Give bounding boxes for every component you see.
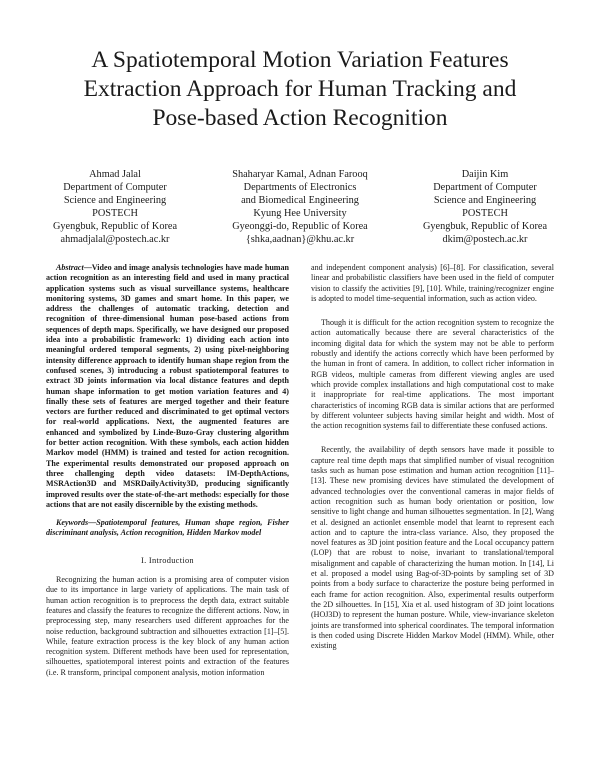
paper-title <box>40 46 560 133</box>
author-2 <box>200 168 400 247</box>
keywords-text: —Spatiotemporal features, Human shape region, Fisher discriminant analysis, Action recognition, Hidden Markov model <box>46 518 289 538</box>
author-location: Gyengbuk, Republic of Korea <box>422 221 548 233</box>
author-affiliation: Departments of Electronics <box>243 182 357 194</box>
author-1 <box>40 168 190 247</box>
author-institution: POSTECH <box>462 208 508 220</box>
intro-paragraph: Recognizing the human action is a promising area of computer vision due to its importance in large variety of applications. The main task of human action recognition is to preprocess the depth data, extract suitable features and classify the features to recognize the different actions. Now, in preprocessing step, many researchers used different approaches for the noise reduction, background subtraction and silhouettes extraction [1]–[5]. While, feature extraction process is the key block of any human action recognition system. Different methods have been used for representation, silhouettes, spatiotemporal interest points and extraction of the features (i.e. R transform, principal component analysis, motion information <box>46 575 289 677</box>
author-email: ahmadjalal@postech.ac.kr <box>60 234 170 246</box>
author-email: {shka,aadnan}@khu.ac.kr <box>245 234 355 246</box>
author-location: Gyengbuk, Republic of Korea <box>52 221 178 233</box>
body-paragraph: Recently, the availability of depth sensors have made it possible to capture real time depth maps that simplified number of visual recognition tasks such as human pose estimation and human action recognition [11]–[13]. These new promising devices have stimulated the development of advanced technologies over the conventional cameras in major fields of action recognition such as human body orientation or position, low sensitive to light change and human silhouettes segmentation. In [2], Wang et al. designed an actionlet ensemble model that learnt to represent each action and to capture the intra-class variance. Also, they proposed the novel features as 3D joint position feature and the Local occupancy pattern (LOP) that are robust to noise, invariant to translational/temporal misalignment and capable of characterizing the human motion. In [14], Li et al. proposed a model using Bag-of-3D-points by sampling set of 3D points from a body surface to characterize the posture being performed in each frame for action recognition. Also, experimental results outperform the 2D silhouettes. In [15], Xia et al. used histogram of 3D joint locations (HOJ3D) to represent the human posture. While, view-invariance skeleton joints are transformed into spherical coordinates. The temporal information is then coded using Discrete Hidden Markov Model (HMM). While, other existing <box>311 445 554 651</box>
abstract <box>46 263 289 510</box>
abstract-label: Abstract <box>56 263 84 272</box>
author-email: dkim@postech.ac.kr <box>442 234 528 246</box>
title-line-2: Extraction Approach for Human Tracking and <box>83 76 517 102</box>
author-affiliation: Department of Computer <box>63 182 167 194</box>
author-name: Shaharyar Kamal, Adnan Farooq <box>232 169 368 180</box>
keywords-label: Keywords <box>56 518 89 528</box>
author-3 <box>410 168 560 247</box>
author-affiliation: Science and Engineering <box>63 195 167 207</box>
author-institution: POSTECH <box>92 208 138 220</box>
body-paragraph: and independent component analysis) [6]–[8]. For classification, several linear and probabilistic classifiers have been used in the field of computer vision to classify the activities [9], [10]. While, training/recognizer engine is adopted to model time-sequential information, such as action video. <box>311 263 554 303</box>
section-heading: I. Introduction <box>141 555 194 565</box>
author-affiliation: and Biomedical Engineering <box>241 195 359 207</box>
body-paragraph: Though it is difficult for the action recognition system to recognize the action automatically because there are several characteristics of the incoming digital data for which the system may not be able to perform robustly and identify the actions correctly which have been performed by the human in front of camera. In addition, to collect richer information in RGB videos, multiple cameras from different viewing angles are used which provide complex installations and high computational cost to make it inappropriate for real-time applications. The most important characteristics of incoming RGB data is similar actions that are performed by different volunteer subjects having similar height and width. Most of the action recognition systems fail to differentiate these confused actions. <box>311 318 554 431</box>
author-name: Daijin Kim <box>461 169 509 180</box>
left-column <box>46 263 289 678</box>
title-line-3: Pose-based Action Recognition <box>152 105 448 131</box>
abstract-text: —Video and image analysis technologies have made human action recognition as an interesting field and used in many practical application systems such as visual surveillance systems, healthcare monitoring systems, 3D games and smart home. In this paper, we address the challenges of automatic tracking, detection and recognition of three-dimensional human pose-based actions from sequences of depth maps. Specifically, we have designed our proposed idea into a probabilistic framework: 1) dividing each action into meaningful ordered temporal segments, 2) using pixel-neighboring intensity difference approach to identify human shape region from the confused scenes, 3) introducing a robust spatiotemporal features to extract 3D joints information via local distance features and depth human shape information to get motion variation features and 4) finally these sets of features are merged together and their feature vectors are further reduced and discriminated to get optimal vectors for real-world applications. Next, the augmented features are enhanced and symbolized by Linde-Buzo-Gray clustering algorithm for better action recognition. With these symbols, each action hidden Markov model (HMM) is trained and tested for action recognition. The experimental results demonstrated our proposed approach on three challenging depth video datasets: IM-DepthActions, MSRAction3D and MSRDailyActivity3D, producing significantly improved results over the state-of-the-art methods: especially for those actions that are not easily discernible by the existing methods. <box>46 263 289 509</box>
right-column <box>311 263 554 651</box>
author-location: Gyeonggi-do, Republic of Korea <box>232 221 368 233</box>
keywords <box>46 518 289 539</box>
author-institution: Kyung Hee University <box>253 208 347 220</box>
author-name: Ahmad Jalal <box>89 169 141 180</box>
title-line-1: A Spatiotemporal Motion Variation Features <box>91 47 509 73</box>
author-affiliation: Department of Computer <box>433 182 537 194</box>
author-affiliation: Science and Engineering <box>433 195 537 207</box>
